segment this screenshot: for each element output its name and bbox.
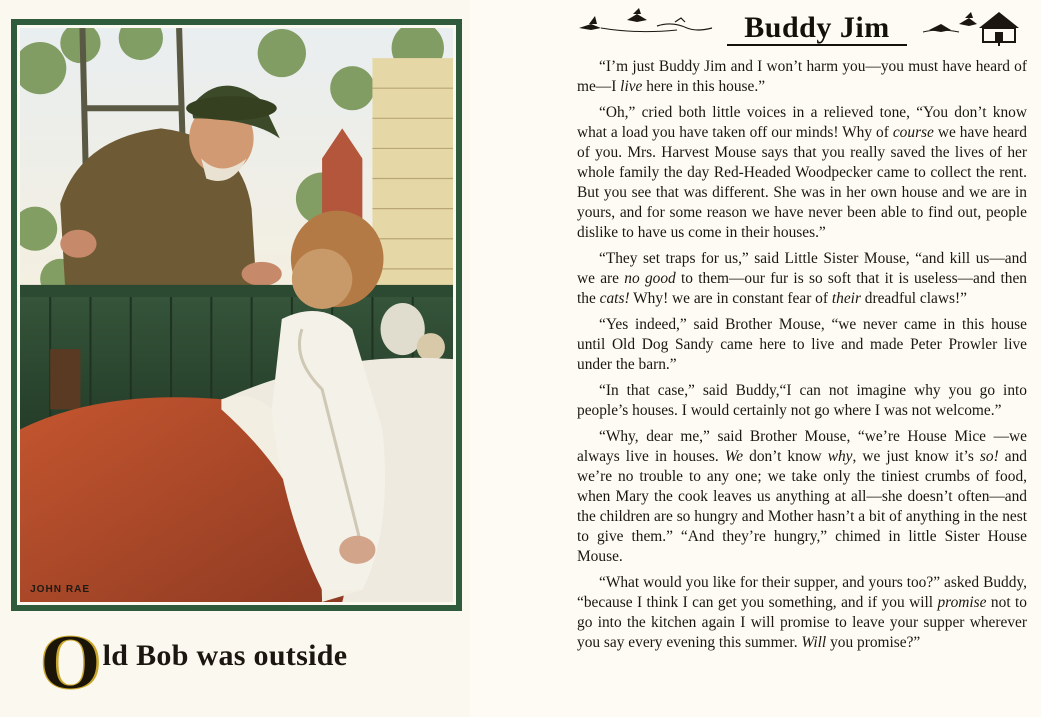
text-run: to them—our fur is so soft that it is useless—and then the: [577, 270, 1027, 307]
italic-run: Will: [801, 634, 827, 651]
page-header-title: Buddy Jim: [727, 12, 907, 46]
text-run: “Oh,” cried both little voices in a relieved tone, “You don’t know what a load you have taken off our minds! Why of: [577, 104, 1027, 141]
story-paragraph: [577, 57, 1027, 97]
text-run: “Why, dear me,” said Brother Mouse, “we’re House Mice —we always live in houses.: [577, 428, 1027, 465]
text-run: and we’re no trouble to any one; we take only the tiniest crumbs of food, when Mary the cook leaves us anything at all—she doesn’t often—and the children are so hungry and Mother hasn’t a bit of anything in the nest to give them.” “And they’re hungry,” chimed in little Sister House Mouse.: [577, 448, 1027, 565]
text-run: we have heard of you. Mrs. Harvest Mouse says that you really saved the lives of her whole family the day Red-Headed Woodpecker came to collect the rent. But you see that was different. She was in her own house and we are in yours, and for some reason we have never been able to find out, people dislike to have us come in their houses.”: [577, 124, 1027, 241]
italic-run: why: [827, 448, 853, 465]
birds-ornament-left-icon: [577, 6, 717, 46]
text-run: here in this house.”: [642, 78, 766, 95]
italic-run: so!: [979, 448, 999, 465]
left-page: [0, 0, 470, 717]
story-paragraph: [577, 103, 1027, 243]
text-run: not to go into the kitchen again I will promise to leave your supper wherever you say every evening this summer.: [577, 594, 1027, 651]
italic-run: live: [620, 78, 643, 95]
story-text: [577, 57, 1027, 659]
artist-signature: JOHN RAE: [30, 583, 91, 595]
italic-run: course: [892, 124, 934, 141]
right-page: [565, 0, 1041, 717]
text-run: “What would you like for their supper, and yours too?” asked Buddy, “because I think I can get you something, and if you will: [577, 574, 1027, 611]
story-paragraph: [577, 381, 1027, 421]
italic-run: cats!: [599, 290, 630, 307]
caption-text: ld Bob was outside: [102, 639, 348, 672]
story-paragraph: [577, 249, 1027, 309]
story-paragraph: [577, 315, 1027, 375]
page-header: [577, 6, 1029, 46]
story-paragraph: [577, 427, 1027, 567]
text-run: “Yes indeed,” said Brother Mouse, “we never came in this house until Old Dog Sandy came here to live and made Peter Prowler live under the barn.”: [577, 316, 1027, 373]
text-run: don’t know: [743, 448, 828, 465]
birdhouse-ornament-right-icon: [919, 6, 1029, 46]
illustration-caption: [40, 615, 460, 705]
story-paragraph: [577, 573, 1027, 653]
text-run: “In that case,” said Buddy,“I can not imagine why you go into people’s houses. I would certainly not go where I was not welcome.”: [577, 382, 1027, 419]
text-run: Why! we are in constant fear of: [629, 290, 832, 307]
text-run: dreadful claws!”: [860, 290, 967, 307]
illustration-frame: [11, 19, 462, 611]
italic-run: We: [724, 448, 744, 465]
illustration: [20, 28, 453, 602]
text-run: “I’m just Buddy Jim and I won’t harm you—you must have heard of me—I: [577, 58, 1027, 95]
text-run: , we just know it’s: [852, 448, 980, 465]
italic-run: their: [831, 290, 861, 307]
text-run: “They set traps for us,” said Little Sister Mouse, “and kill us—and we are: [577, 250, 1027, 287]
italic-run: no good: [624, 270, 676, 287]
text-run: you promise?”: [826, 634, 921, 651]
italic-run: promise: [937, 594, 987, 611]
caption-drop-cap: O: [40, 618, 101, 705]
